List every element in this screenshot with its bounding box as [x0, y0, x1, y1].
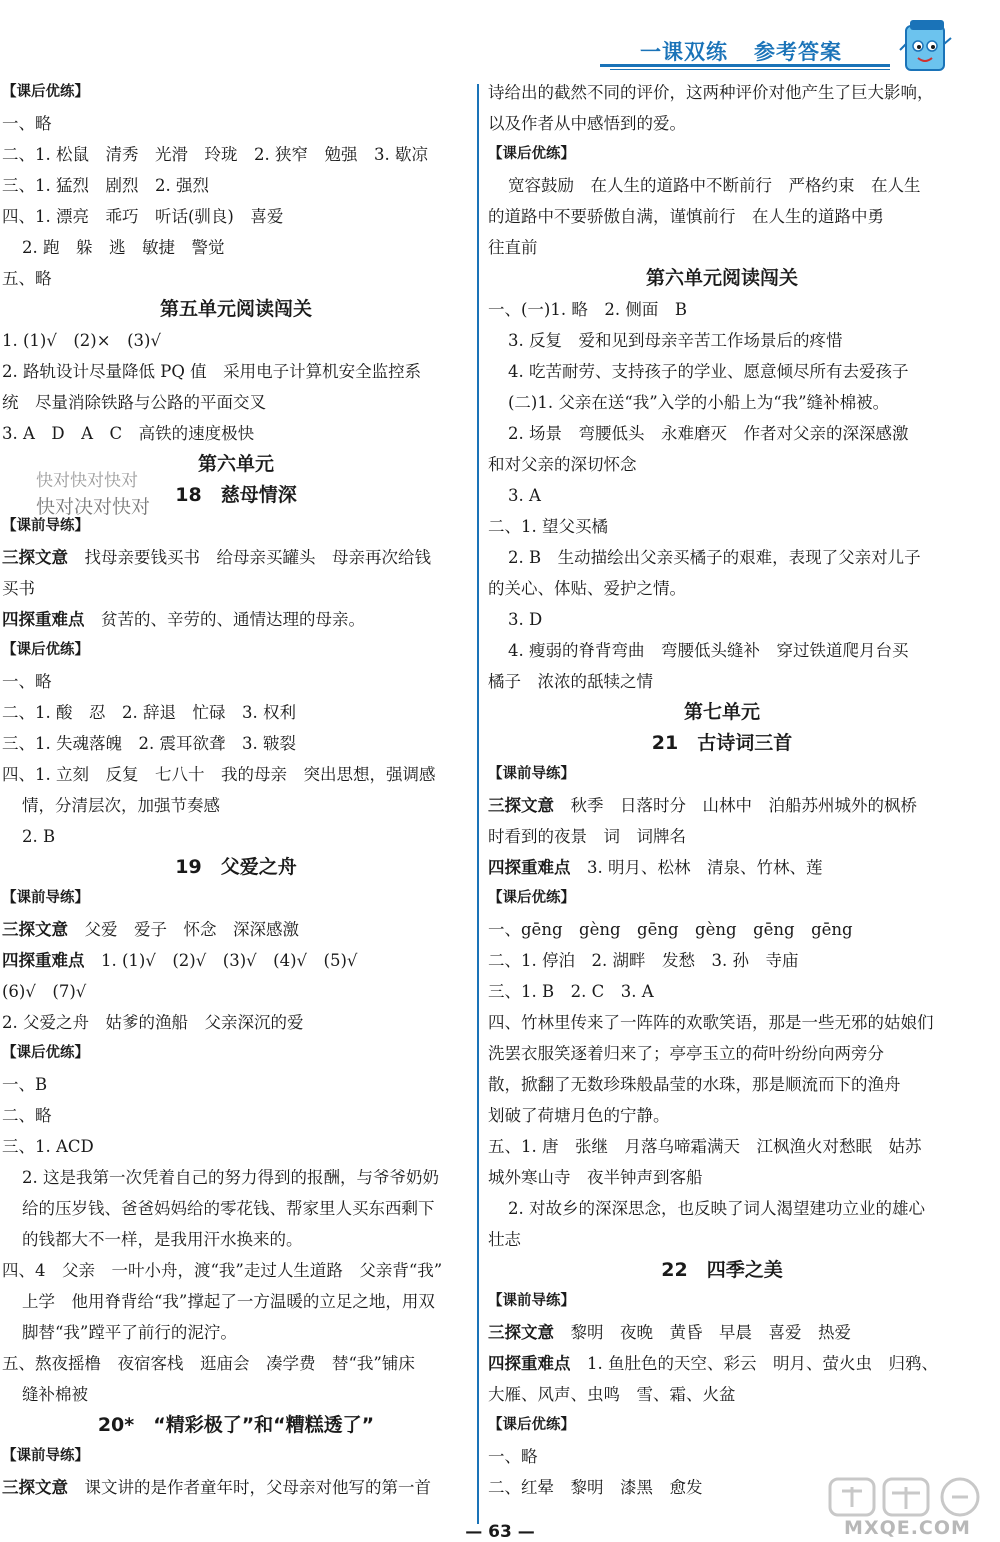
answer-text: (6)√ (7)√ [2, 982, 87, 1001]
answer-line [486, 976, 956, 1007]
answer-line [486, 573, 956, 604]
answer-line [0, 759, 470, 790]
logo-text: MXQE.COM [844, 1517, 971, 1539]
answer-text: 三、1. B 2. C 3. A [488, 982, 654, 1001]
answer-line [0, 945, 470, 976]
section-heading [486, 697, 956, 728]
answer-line [486, 1100, 956, 1131]
answer-line [486, 1131, 956, 1162]
answer-text: 一、略 [2, 672, 52, 691]
answer-line [0, 1286, 470, 1317]
answer-text: 壮志 [488, 1230, 521, 1249]
answer-line [486, 1069, 956, 1100]
answer-text: 四、4 父亲 一叶小舟，渡“我”走过人生道路 父亲背“我” [2, 1261, 443, 1280]
answer-label: 三探文意 [2, 548, 68, 567]
answer-text: 【课后优练】 [488, 1417, 575, 1433]
answer-text: 五、1. 唐 张继 月落乌啼霜满天 江枫渔火对愁眠 姑苏 [488, 1137, 922, 1156]
answer-line [0, 573, 470, 604]
section-heading [0, 1410, 470, 1441]
answer-line [486, 1379, 956, 1410]
answer-line [486, 170, 956, 201]
section-tag [486, 139, 956, 170]
section-tag [486, 1286, 956, 1317]
header-title [640, 36, 842, 66]
answer-line [486, 1007, 956, 1038]
answer-line [0, 697, 470, 728]
answer-text: 大雁、风声、虫鸣 雪、霜、火盆 [488, 1385, 736, 1404]
answer-text: 一、略 [2, 114, 52, 133]
answer-line [486, 1038, 956, 1069]
answer-text: 第六单元 [197, 453, 274, 475]
answer-text: 4. 吃苦耐劳、支持孩子的学业、愿意倾尽所有去爱孩子 [508, 362, 909, 381]
answer-text: 二、1. 松鼠 清秀 光滑 玲珑 2. 狭窄 勉强 3. 歇凉 [2, 145, 428, 164]
answer-text: 3. D [508, 610, 543, 629]
answer-line [0, 914, 470, 945]
answer-text: 黎明 夜晚 黄昏 早晨 喜爱 热爱 [554, 1323, 851, 1342]
section-tag [0, 635, 470, 666]
answer-line [0, 728, 470, 759]
answer-label: 四探重难点 [488, 858, 571, 877]
answer-line [486, 604, 956, 635]
answer-line [486, 945, 956, 976]
answer-text: 2. 场景 弯腰低头 永难磨灭 作者对父亲的深深感激 [508, 424, 909, 443]
answer-text: 三、1. 猛烈 剧烈 2. 强烈 [2, 176, 209, 195]
answer-line [0, 356, 470, 387]
answer-text: 20* “精彩极了”和“糟糕透了” [97, 1414, 375, 1436]
page-number: — 63 — [465, 1522, 535, 1542]
answer-line [0, 418, 470, 449]
answer-line [486, 790, 956, 821]
answer-text: 3. 明月、松林 清泉、竹林、莲 [570, 858, 823, 877]
answer-text: 【课后优练】 [2, 642, 89, 658]
answer-text: 【课前导练】 [488, 1293, 575, 1309]
section-tag [0, 1038, 470, 1069]
answer-line [0, 1472, 470, 1503]
section-tag [0, 883, 470, 914]
answer-line [486, 356, 956, 387]
answer-line [0, 232, 470, 263]
answer-line [0, 108, 470, 139]
answer-line [486, 1441, 956, 1472]
answer-text: 二、红晕 黎明 漆黑 愈发 [488, 1478, 703, 1497]
answer-text: 一、B [2, 1075, 48, 1094]
answer-text: 课文讲的是作者童年时，父母亲对他写的第一首 [68, 1478, 431, 1497]
answer-label: 三探文意 [2, 1478, 68, 1497]
section-heading [0, 294, 470, 325]
answer-line [0, 821, 470, 852]
answer-text: 秋季 日落时分 山林中 泊船苏州城外的枫桥 [554, 796, 917, 815]
answer-text: 时看到的夜景 词 词牌名 [488, 827, 686, 846]
answer-line [0, 170, 470, 201]
answer-text: 橘子 浓浓的舐犊之情 [488, 672, 653, 691]
answer-text: 五、略 [2, 269, 52, 288]
answer-line [486, 914, 956, 945]
answer-text: 城外寒山寺 夜半钟声到客船 [488, 1168, 703, 1187]
answer-text: 四、竹林里传来了一阵阵的欢歌笑语，那是一些无邪的姑娘们 [488, 1013, 934, 1032]
section-heading [0, 852, 470, 883]
answer-text: 2. 对故乡的深深思念，也反映了词人渴望建功立业的雄心 [508, 1199, 925, 1218]
answer-text: 3. A [508, 486, 541, 505]
answer-label: 三探文意 [488, 796, 554, 815]
answer-line [0, 1100, 470, 1131]
answer-text: 【课后优练】 [2, 84, 89, 100]
section-tag [0, 77, 470, 108]
answer-text: (二)1. 父亲在送“我”入学的小船上为“我”缝补棉被。 [508, 393, 890, 412]
answer-line [486, 1224, 956, 1255]
answer-text: 二、1. 望父买橘 [488, 517, 608, 536]
answer-label: 四探重难点 [2, 951, 85, 970]
answer-line [486, 821, 956, 852]
answer-text: 3. 反复 爱和见到母亲辛苦工作场景后的疼惜 [508, 331, 843, 350]
answer-text: 缝补棉被 [22, 1385, 88, 1404]
answer-text: 【课后优练】 [488, 146, 575, 162]
answer-text: 2. B [22, 827, 56, 846]
answer-line [486, 449, 956, 480]
answer-text: 4. 瘦弱的脊背弯曲 弯腰低头缝补 穿过铁道爬月台买 [508, 641, 909, 660]
answer-text: 【课前导练】 [2, 890, 89, 906]
answer-text: 2. 路轨设计尽量降低 PQ 值 采用电子计算机安全监控系 [2, 362, 422, 381]
answer-line [486, 294, 956, 325]
answer-text: 一、略 [488, 1447, 538, 1466]
answer-line [486, 635, 956, 666]
answer-text: 父爱 爱子 怀念 深深感激 [68, 920, 299, 939]
answer-line [0, 666, 470, 697]
answer-line [486, 480, 956, 511]
answer-text: 四、1. 漂亮 乖巧 听话(驯良) 喜爱 [2, 207, 284, 226]
book-mascot-icon [898, 16, 954, 76]
answer-line [486, 201, 956, 232]
answer-text: 一、gēng gèng gēng gèng gēng gēng [488, 920, 853, 939]
answer-text: 3. A D A C 高铁的速度极快 [2, 424, 255, 443]
answer-label: 三探文意 [488, 1323, 554, 1342]
section-tag [0, 1441, 470, 1472]
answer-line [0, 1162, 470, 1193]
answer-line [486, 1193, 956, 1224]
answer-text: 【课后优练】 [2, 1045, 89, 1061]
logo-mark-icon [820, 1475, 995, 1520]
answer-line [0, 1007, 470, 1038]
answer-line [0, 976, 470, 1007]
answer-line [0, 1069, 470, 1100]
answer-line [486, 418, 956, 449]
answer-line [0, 1317, 470, 1348]
answer-text: 诗给出的截然不同的评价，这两种评价对他产生了巨大影响， [488, 83, 934, 102]
answer-text: 1. (1)√ (2)× (3)√ [2, 331, 161, 350]
answer-label: 四探重难点 [2, 610, 85, 629]
answer-text: 22 四季之美 [661, 1259, 783, 1281]
answer-label: 三探文意 [2, 920, 68, 939]
answer-text: 的关心、体贴、爱护之情。 [488, 579, 686, 598]
answer-text: 四、1. 立刻 反复 七八十 我的母亲 突出思想，强调感 [2, 765, 436, 784]
section-tag [486, 1410, 956, 1441]
answer-text: 二、略 [2, 1106, 52, 1125]
answer-text: 第六单元阅读闯关 [645, 267, 798, 289]
answer-line [0, 325, 470, 356]
answer-line [486, 387, 956, 418]
answer-text: 第七单元 [683, 701, 760, 723]
answer-text: 脚替“我”蹚平了前行的泥泞。 [22, 1323, 237, 1342]
answer-line [0, 1255, 470, 1286]
answer-text: 【课后优练】 [488, 890, 575, 906]
answer-text: 二、1. 停泊 2. 湖畔 发愁 3. 孙 寺庙 [488, 951, 799, 970]
answer-line [0, 1379, 470, 1410]
page-header [0, 0, 1000, 80]
answer-text: 18 慈母情深 [175, 484, 297, 506]
answer-line [486, 511, 956, 542]
answer-line [486, 77, 956, 108]
answer-text: 宽容鼓励 在人生的道路中不断前行 严格约束 在人生 [508, 176, 921, 195]
answer-text: 【课前导练】 [2, 518, 89, 534]
answer-line [0, 542, 470, 573]
column-divider [477, 84, 479, 1524]
header-rule-thin [610, 69, 890, 70]
section-heading [486, 1255, 956, 1286]
answer-line [0, 263, 470, 294]
watermark-line-2: 快对决对快对 [36, 496, 151, 518]
answer-text: 二、1. 酸 忍 2. 辞退 忙碌 3. 权利 [2, 703, 296, 722]
answer-text: 1. (1)√ (2)√ (3)√ (4)√ (5)√ [84, 951, 358, 970]
answer-text: 散，掀翻了无数珍珠般晶莹的水珠，那是顺流而下的渔舟 [488, 1075, 901, 1094]
answer-text: 【课前导练】 [488, 766, 575, 782]
right-column [486, 77, 956, 1503]
left-column [0, 77, 470, 1503]
answer-line [486, 1348, 956, 1379]
answer-line [0, 387, 470, 418]
answer-text: 第五单元阅读闯关 [159, 298, 312, 320]
answer-label: 四探重难点 [488, 1354, 571, 1373]
answer-text: 和对父亲的深切怀念 [488, 455, 637, 474]
answer-line [0, 1348, 470, 1379]
section-tag [486, 759, 956, 790]
answer-text: 给的压岁钱、爸爸妈妈给的零花钱、帮家里人买东西剩下 [22, 1199, 435, 1218]
answer-text: 往直前 [488, 238, 538, 257]
answer-line [0, 1131, 470, 1162]
section-heading [486, 728, 956, 759]
answer-text: 统 尽量消除铁路与公路的平面交叉 [2, 393, 266, 412]
answer-text: 洗罢衣服笑逐着归来了；亭亭玉立的荷叶纷纷向两旁分 [488, 1044, 884, 1063]
answer-line [0, 201, 470, 232]
answer-text: 2. 这是我第一次凭着自己的努力得到的报酬，与爷爷奶奶 [22, 1168, 439, 1187]
answer-line [0, 790, 470, 821]
answer-text: 2. B 生动描绘出父亲买橘子的艰难，表现了父亲对儿子 [508, 548, 921, 567]
answer-text: 19 父爱之舟 [175, 856, 297, 878]
answer-text: 买书 [2, 579, 35, 598]
answer-line [0, 139, 470, 170]
answer-text: 五、熬夜摇橹 夜宿客栈 逛庙会 凑学费 替“我”铺床 [2, 1354, 415, 1373]
answer-text: 三、1. ACD [2, 1137, 94, 1156]
answer-line [0, 1193, 470, 1224]
answer-text: 贫苦的、辛劳的、通情达理的母亲。 [84, 610, 365, 629]
answer-line [486, 666, 956, 697]
answer-text: 21 古诗词三首 [651, 732, 793, 754]
answer-line [486, 108, 956, 139]
answer-text: 2. 跑 躲 逃 敏捷 警觉 [22, 238, 225, 257]
section-heading [486, 263, 956, 294]
answer-text: 一、(一)1. 略 2. 侧面 B [488, 300, 687, 319]
answer-line [486, 1162, 956, 1193]
answer-text: 划破了荷塘月色的宁静。 [488, 1106, 670, 1125]
answer-line [0, 1224, 470, 1255]
section-tag [486, 883, 956, 914]
answer-line [486, 852, 956, 883]
answer-line [486, 1317, 956, 1348]
answer-text: 1. 鱼肚色的天空、彩云 明月、萤火虫 归鸦、 [570, 1354, 938, 1373]
answer-line [486, 232, 956, 263]
watermark-line-1: 快对快对快对 [36, 471, 138, 491]
answer-line [0, 604, 470, 635]
book-title: 一课双练 [640, 40, 728, 64]
answer-line [486, 542, 956, 573]
answer-text: 情，分清层次，加强节奏感 [22, 796, 220, 815]
answer-text: 以及作者从中感悟到的爱。 [488, 114, 686, 133]
answer-text: 2. 父爱之舟 姑爹的渔船 父亲深沉的爱 [2, 1013, 304, 1032]
answer-text: 【课前导练】 [2, 1448, 89, 1464]
header-rule [600, 64, 890, 67]
answer-text: 三、1. 失魂落魄 2. 震耳欲聋 3. 皲裂 [2, 734, 296, 753]
answer-line [486, 325, 956, 356]
site-logo [820, 1475, 995, 1540]
answer-text: 找母亲要钱买书 给母亲买罐头 母亲再次给钱 [68, 548, 431, 567]
section-title: 参考答案 [754, 40, 842, 64]
answer-text: 的钱都大不一样，是我用汗水换来的。 [22, 1230, 303, 1249]
answer-text: 的道路中不要骄傲自满，谨慎前行 在人生的道路中勇 [488, 207, 884, 226]
answer-text: 上学 他用脊背给“我”撑起了一方温暖的立足之地，用双 [22, 1292, 435, 1311]
